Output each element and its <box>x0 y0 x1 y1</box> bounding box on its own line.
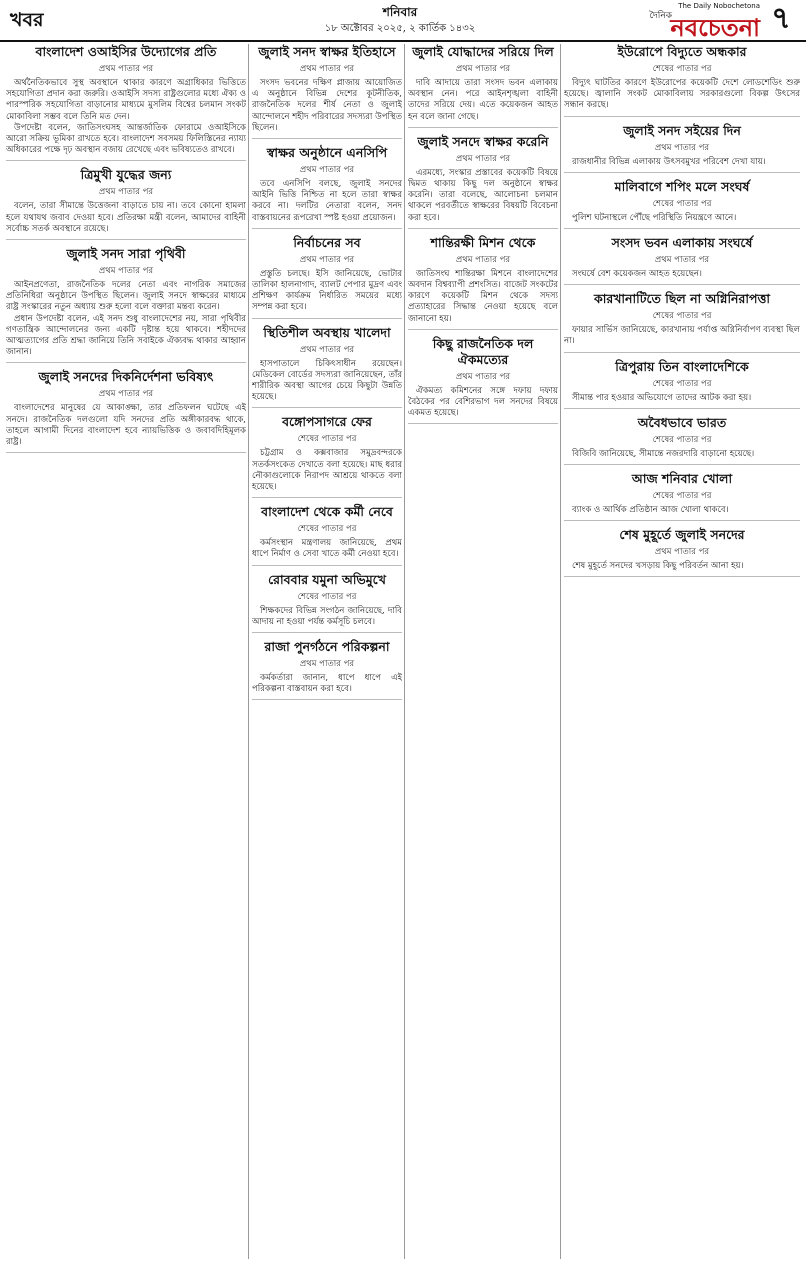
continued-from: শেষের পাতার পর <box>652 378 712 389</box>
story-paragraph: কর্মসংস্থান মন্ত্রণালয় জানিয়েছে, প্রথম ধাপে নির্মাণ ও সেবা খাতে কর্মী নেওয়া হবে। <box>252 538 402 560</box>
story-headline[interactable]: জুলাই সনদের দিকনির্দেশনা ভবিষ্যৎ <box>38 369 214 385</box>
news-story <box>252 504 402 565</box>
continued-from: প্রথম পাতার পর <box>299 344 355 355</box>
continued-from: প্রথম পাতার পর <box>654 142 710 153</box>
story-headline[interactable]: জুলাই সনদ সইয়ের দিন <box>623 122 741 138</box>
continued-from: প্রথম পাতার পর <box>455 64 511 74</box>
continued-from: প্রথম পাতার পর <box>299 659 355 670</box>
issue-day: শনিবার <box>382 5 418 19</box>
story-headline[interactable]: আজ শনিবার খোলা <box>631 471 733 487</box>
story-paragraph: তবে এনসিপি বলছে, জুলাই সনদের আইনি ভিত্তি নিশ্চিত না হলে তারা স্বাক্ষর করবে না। দলটির নেতারা বলেন, সনদ বাস্তবায়নের রূপরেখা স্পষ্ট হওয়া প্রয়োজন। <box>252 179 402 223</box>
story-divider <box>564 116 800 117</box>
continued-from: শেষের পাতার পর <box>297 434 357 445</box>
news-story <box>564 123 800 173</box>
continued-from: প্রথম পাতার পর <box>455 153 511 164</box>
story-paragraph: বিদ্যুৎ ঘাটতির কারণে ইউরোপের কয়েকটি দেশে লোডশেডিং শুরু হয়েছে। জ্বালানি সংকট মোকাবিলায় সরকারগুলো বিকল্প উৎসের সন্ধান করছে। <box>564 78 800 111</box>
issue-date: ১৮ অক্টোবর ২০২৫, ২ কার্তিক ১৪৩২ <box>324 23 476 34</box>
story-divider <box>252 228 402 229</box>
story-divider <box>564 408 800 409</box>
news-story <box>564 359 800 409</box>
continued-from: প্রথম পাতার পর <box>98 266 154 277</box>
news-story <box>564 179 800 229</box>
news-story <box>252 235 402 319</box>
news-story <box>408 336 558 425</box>
story-paragraph: সংঘর্ষে বেশ কয়েকজন আহত হয়েছেন। <box>572 269 702 280</box>
story-paragraph: সংসদ ভবনের দক্ষিণ প্লাজায় আয়োজিত এ অনুষ্ঠানে বিভিন্ন দেশের কূটনীতিক, রাজনৈতিক দলের শীর্ষ নেতা ও জুলাই আন্দোলনে শহীদ পরিবারের সদস্যরা উপস্থিত ছিলেন। <box>252 78 402 133</box>
story-headline[interactable]: মালিবাগে শপিং মলে সংঘর্ষ <box>614 178 750 194</box>
continued-from: শেষের পাতার পর <box>652 311 712 322</box>
story-divider <box>408 423 558 424</box>
story-headline[interactable]: জুলাই সনদ স্বাক্ষর ইতিহাসে <box>258 44 396 59</box>
story-divider <box>408 127 558 128</box>
story-headline[interactable]: ত্রিপুরায় তিন বাংলাদেশিকে <box>615 358 749 374</box>
story-paragraph: আইনপ্রণেতা, রাজনৈতিক দলের নেতা এবং নাগরিক সমাজের প্রতিনিধিরা অনুষ্ঠানে উপস্থিত ছিলেন। জুলাই সনদে স্বাক্ষরের মাধ্যমে রাষ্ট্র সংস্কারের নতুন অধ্যায় শুরু হলো বলে বক্তারা মন্তব্য করেন। <box>6 280 246 313</box>
masthead <box>0 0 806 42</box>
story-divider <box>564 464 800 465</box>
story-divider <box>6 362 246 363</box>
story-paragraph: শিক্ষকদের বিভিন্ন সংগঠন জানিয়েছে, দাবি আদায় না হওয়া পর্যন্ত কর্মসূচি চলবে। <box>252 605 402 627</box>
news-story <box>408 134 558 229</box>
story-paragraph: বলেন, তারা সীমান্তে উত্তেজনা বাড়াতে চায় না। তবে কোনো হামলা হলে যথাযথ জবাব দেওয়া হবে। প্রতিরক্ষা মন্ত্রী বলেন, আমাদের বাহিনী সর্বোচ্চ সতর্ক অবস্থানে রয়েছে। <box>6 201 246 234</box>
news-story <box>252 145 402 229</box>
story-divider <box>252 699 402 700</box>
story-headline[interactable]: ত্রিমুখী যুদ্ধের জন্য <box>80 167 172 183</box>
story-paragraph: এরমধ্যে, সংস্কার প্রস্তাবের কয়েকটি বিষয়ে দ্বিমত থাকায় কিছু দল অনুষ্ঠানে স্বাক্ষর করেনি। তারা বলেছে, আলোচনা চলমান থাকলে পরবর্তীতে স্বাক্ষরের বিষয়টি বিবেচনা করা হবে। <box>408 167 558 223</box>
continued-from: প্রথম পাতার পর <box>654 547 710 558</box>
story-divider <box>252 565 402 566</box>
column-3 <box>408 44 558 1259</box>
story-headline[interactable]: কারখানাটিতে ছিল না অগ্নিনিরাপত্তা <box>593 291 771 307</box>
news-story <box>564 527 800 577</box>
story-divider <box>252 318 402 319</box>
story-paragraph: হাসপাতালে চিকিৎসাধীন রয়েছেন। মেডিকেল বোর্ডের সদস্যরা জানিয়েছেন, তাঁর শারীরিক অবস্থা আগের চেয়ে কিছুটা উন্নতি হয়েছে। <box>252 358 402 403</box>
story-paragraph: ব্যাংক ও আর্থিক প্রতিষ্ঠান আজ খোলা থাকবে। <box>572 505 729 516</box>
story-divider <box>252 407 402 408</box>
continued-from: শেষের পাতার পর <box>652 434 712 445</box>
story-divider <box>6 239 246 240</box>
story-paragraph: উপদেষ্টা বলেন, জাতিসংঘসহ আন্তর্জাতিক ফোরামে ওআইসিকে আরো সক্রিয় ভূমিকা রাখতে হবে। বাংলাদেশ সবসময় ফিলিস্তিনের ন্যায্য অধিকারের পক্ষে দৃঢ় অবস্থান বজায় রেখেছে এবং ভবিষ্যতেও রাখবে। <box>6 122 246 156</box>
story-headline[interactable]: বঙ্গোপসাগরে ফের <box>282 414 372 430</box>
story-paragraph: জাতিসংঘ শান্তিরক্ষা মিশনে বাংলাদেশের অবদান বিশ্বব্যাপী প্রশংসিত। বাজেট সংকটের কারণে কয়েকটি মিশন থেকে সদস্য প্রত্যাহারের সিদ্ধান্ত নেওয়া হয়েছে বলে জানানো হয়। <box>408 268 558 324</box>
continued-from: শেষের পাতার পর <box>297 524 357 535</box>
story-headline[interactable]: বাংলাদেশ ওআইসির উদ্যোগের প্রতি <box>35 44 217 59</box>
story-paragraph: বাংলাদেশের মানুষের যে আকাঙ্ক্ষা, তার প্রতিফলন ঘটেছে এই সনদে। রাজনৈতিক দলগুলো যদি সনদের প্রতি অঙ্গীকারবদ্ধ থাকে, তাহলে আগামী দিনের বাংলাদেশ হবে ন্যায়ভিত্তিক ও জবাবদিহিমূলক রাষ্ট্র। <box>6 403 246 448</box>
story-headline[interactable]: অবৈধভাবে ভারত <box>637 414 727 430</box>
news-story <box>564 471 800 521</box>
story-divider <box>564 228 800 229</box>
story-paragraph: ঐকমত্য কমিশনের সঙ্গে দফায় দফায় বৈঠকের পর বেশিরভাগ দল সনদের বিষয়ে একমত হয়েছে। <box>408 385 558 419</box>
column-4 <box>564 44 800 1259</box>
story-divider <box>252 138 402 139</box>
story-paragraph: দাবি আদায়ে তারা সংসদ ভবন এলাকায় অবস্থান নেন। পরে আইনশৃঙ্খলা বাহিনী তাদের সরিয়ে দেয়। এতে কয়েকজন আহত হন বলে জানা গেছে। <box>408 78 558 122</box>
story-headline[interactable]: রোববার যমুনা অভিমুখে <box>268 571 386 587</box>
story-paragraph: পুলিশ ঘটনাস্থলে পৌঁছে পরিস্থিতি নিয়ন্ত্রণে আনে। <box>572 212 737 223</box>
story-paragraph: প্রস্তুতি চলছে। ইসি জানিয়েছে, ভোটার তালিকা হালনাগাদ, ব্যালট পেপার মুদ্রণ এবং প্রশিক্ষণ কার্যক্রম নির্ধারিত সময়ের মধ্যে সম্পন্ন করা হবে। <box>252 268 402 313</box>
story-paragraph: কর্মকর্তারা জানান, ধাপে ধাপে এই পরিকল্পনা বাস্তবায়ন করা হবে। <box>252 673 402 695</box>
column-1 <box>6 44 246 1259</box>
story-headline[interactable]: শেষ মুহূর্তে জুলাই সনদের <box>619 527 745 543</box>
news-story <box>408 44 558 128</box>
story-divider <box>408 228 558 229</box>
continued-from: শেষের পাতার পর <box>652 198 712 209</box>
story-headline[interactable]: জুলাই সনদে স্বাক্ষর করেনি <box>417 133 549 149</box>
story-headline[interactable]: বাংলাদেশ থেকে কর্মী নেবে <box>261 504 393 520</box>
story-divider <box>564 172 800 173</box>
story-paragraph: চট্টগ্রাম ও কক্সবাজার সমুদ্রবন্দরকে সতর্কসংকেত দেখাতে বলা হয়েছে। মাছ ধরার নৌকাগুলোকে নিরাপদ আশ্রয়ে থাকতে বলা হয়েছে। <box>252 448 402 493</box>
story-divider <box>6 452 246 453</box>
page-number: ৭ <box>771 1 791 36</box>
story-headline[interactable]: জুলাই সনদ সারা পৃথিবী <box>66 246 186 262</box>
continued-from: প্রথম পাতার পর <box>455 371 511 382</box>
story-headline[interactable]: সংসদ ভবন এলাকায় সংঘর্ষে <box>611 235 753 251</box>
news-story <box>252 44 402 139</box>
continued-from: শেষের পাতার পর <box>652 491 712 502</box>
news-story <box>408 235 558 330</box>
column-rule <box>248 44 249 1259</box>
news-story <box>6 44 246 161</box>
continued-from: প্রথম পাতার পর <box>299 165 355 176</box>
column-rule <box>560 44 561 1259</box>
continued-from: প্রথম পাতার পর <box>98 389 154 400</box>
news-story <box>6 369 246 453</box>
story-divider <box>564 576 800 577</box>
news-story <box>252 572 402 633</box>
continued-from: প্রথম পাতার পর <box>654 255 710 266</box>
news-story <box>564 44 800 117</box>
story-paragraph: শেষ মুহূর্তে সনদের খসড়ায় কিছু পরিবর্তন আনা হয়। <box>572 561 744 572</box>
story-divider <box>6 160 246 161</box>
story-headline[interactable]: ইউরোপে বিদ্যুতে অন্ধকার <box>617 44 747 59</box>
continued-from: প্রথম পাতার পর <box>455 254 511 265</box>
story-headline[interactable]: নির্বাচনের সব <box>293 234 361 250</box>
story-paragraph: প্রধান উপদেষ্টা বলেন, এই সনদ শুধু বাংলাদেশের নয়, সারা পৃথিবীর গণতান্ত্রিক আন্দোলনের জন্য একটি দৃষ্টান্ত হয়ে থাকবে। শহীদদের আত্মত্যাগের প্রতি শ্রদ্ধা জানিয়ে তিনি সবাইকে ঐক্যবদ্ধ থাকার আহ্বান জানান। <box>6 313 246 358</box>
news-story <box>252 414 402 498</box>
news-story <box>6 246 246 363</box>
continued-from: শেষের পাতার পর <box>652 64 712 74</box>
story-headline[interactable]: শান্তিরক্ষী মিশন থেকে <box>430 234 536 250</box>
news-story <box>564 235 800 285</box>
continued-from: প্রথম পাতার পর <box>98 64 154 74</box>
brand-daily: দৈনিক <box>649 11 672 21</box>
story-paragraph: ফায়ার সার্ভিস জানিয়েছে, কারখানায় পর্যাপ্ত অগ্নিনির্বাপণ ব্যবস্থা ছিল না। <box>564 325 800 347</box>
continued-from: প্রথম পাতার পর <box>98 187 154 198</box>
story-headline[interactable]: কিছু রাজনৈতিক দল ঐকমত্যের <box>432 335 534 367</box>
news-story <box>564 291 800 352</box>
story-headline[interactable]: স্বাক্ষর অনুষ্ঠানে এনসিপি <box>266 145 388 161</box>
story-divider <box>564 520 800 521</box>
news-story <box>6 167 246 240</box>
story-paragraph: অর্থনৈতিকভাবে সুস্থ অবস্থানে থাকার কারণে অগ্রাধিকার ভিত্তিতে সহযোগিতা প্রদান করা জরুরি। ওআইসি সদস্য রাষ্ট্রগুলোর মধ্যে ঐক্য ও পারস্পরিক সহযোগিতা বাড়ানোর মাধ্যমে মুসলিম বিশ্বের চলমান সংকট মোকাবিলা সম্ভব বলে তিনি মত দেন। <box>6 78 246 122</box>
column-2 <box>252 44 402 1259</box>
news-story <box>564 415 800 465</box>
column-rule <box>404 44 405 1259</box>
story-paragraph: রাজধানীর বিভিন্ন এলাকায় উৎসবমুখর পরিবেশ দেখা যায়। <box>572 156 766 167</box>
story-divider <box>408 329 558 330</box>
continued-from: প্রথম পাতার পর <box>299 64 355 74</box>
news-story <box>252 639 402 700</box>
story-divider <box>252 632 402 633</box>
story-paragraph: সীমান্ত পার হওয়ার অভিযোগে তাদের আটক করা হয়। <box>572 392 752 403</box>
story-divider <box>564 284 800 285</box>
continued-from: প্রথম পাতার পর <box>299 254 355 265</box>
brand-english: The Daily Nobochetona <box>678 2 760 10</box>
story-headline[interactable]: স্থিতিশীল অবস্থায় খালেদা <box>263 324 391 340</box>
story-headline[interactable]: জুলাই যোদ্ধাদের সরিয়ে দিল <box>412 44 554 59</box>
story-divider <box>252 497 402 498</box>
news-story <box>252 325 402 409</box>
story-headline[interactable]: রাজা পুনর্গঠনে পরিকল্পনা <box>264 639 390 655</box>
section-label: খবর <box>10 9 44 31</box>
story-divider <box>564 352 800 353</box>
brand-name: নবচেতনা <box>670 14 760 42</box>
continued-from: শেষের পাতার পর <box>297 591 357 602</box>
story-paragraph: বিজিবি জানিয়েছে, সীমান্তে নজরদারি বাড়ানো হয়েছে। <box>572 448 755 459</box>
